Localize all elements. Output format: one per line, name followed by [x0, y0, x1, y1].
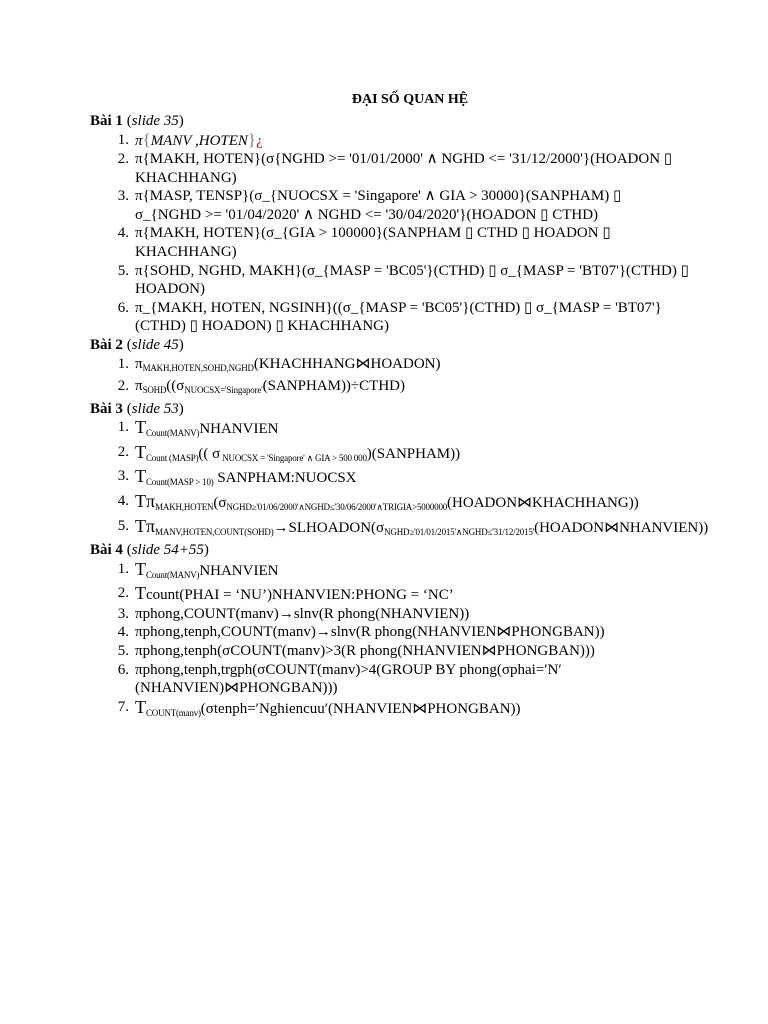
operator: T — [135, 696, 146, 717]
list-item — [90, 377, 690, 400]
operator: T — [135, 558, 146, 579]
item-text: π{MASP, TENSP}(σ_{NUOCSX = 'Singapore' ∧ GIA > 30000}(SANPHAM) ▯ σ_{NGHD >= '01/04/2020' ∧ NGHD <= '30/04/2020'}(HOADON ▯ CTHD) — [135, 188, 622, 223]
item-number: 1. — [117, 131, 129, 148]
list-item — [90, 187, 690, 224]
list-item — [90, 355, 690, 378]
subscript: Count(MASP > 10) — [146, 477, 214, 488]
list-item — [90, 605, 690, 624]
item-text: π_{MAKH, HOTEN, NGSINH}((σ_{MASP = 'BC05'}(CTHD) ▯ σ_{MASP = 'BT07'}(CTHD) ▯ HOADON) ▯ KHACHHANG) — [135, 299, 662, 335]
subscript: Count(MANV) — [146, 428, 200, 439]
operator: T — [135, 441, 146, 462]
slide-ref: slide 35 — [131, 113, 179, 129]
subscript: NUOCSX = 'Singapore' ∧ GIA > 500 000 — [220, 452, 367, 463]
exercise-list — [90, 131, 690, 337]
list-item — [90, 443, 690, 468]
expression: ((σ — [166, 378, 185, 395]
expression: πphong,tenph(σCOUNT(manv)>3(R phong(NHANVIEN⋈PHONGBAN))) — [135, 643, 595, 660]
item-text: π{SOHD, NGHD, MAKH}(σ_{MASP = 'BC05'}(CTHD) ▯ σ_{MASP = 'BT07'}(CTHD) ▯ HOADON) — [135, 262, 689, 298]
item-number: 2. — [117, 378, 129, 395]
section-heading: Bài 3 (slide 53) — [90, 400, 184, 417]
item-number: 5. — [117, 262, 129, 279]
section-label: Bài 1 — [90, 113, 123, 129]
list-item — [90, 642, 690, 661]
item-number: 2. — [117, 151, 129, 168]
expression: (( σ — [198, 445, 221, 462]
operator: π — [135, 355, 143, 372]
list-item — [90, 661, 690, 698]
list-item — [90, 560, 690, 585]
list-item — [90, 262, 690, 299]
section-heading: Bài 1 (slide 35) — [90, 113, 184, 129]
operator: T — [135, 583, 146, 604]
exercise-list — [90, 560, 690, 723]
expression: (σtenph=′Nghiencuu′(NHANVIEN⋈PHONGBAN)) — [200, 700, 521, 717]
document-title: ĐẠI SỐ QUAN HỆ — [351, 92, 469, 107]
expression: →slnv(R phong(NHANVIEN)) — [278, 605, 470, 622]
subscript: COUNT(manv) — [146, 707, 201, 718]
item-number: 2. — [117, 585, 129, 602]
section-bai-3 — [90, 400, 709, 541]
item-text: π{MAKH, HOTEN}(σ{NGHD >= '01/01/2000' ∧ NGHD <= '31/12/2000'}(HOADON ▯ KHACHHANG) — [135, 151, 673, 186]
exercise-list — [90, 355, 690, 400]
expression: πphong,tenph,trgph(σCOUNT(manv)>4(GROUP BY phong(σphai=′N′ (NHANVIEN)⋈PHONGBAN))) — [135, 661, 562, 697]
projection-symbol: π — [135, 132, 143, 149]
list-item — [90, 131, 690, 151]
error-glyph: ¿ — [256, 132, 263, 149]
list-item — [90, 224, 690, 261]
expression: (HOADON⋈NHANVIEN)) — [534, 519, 709, 536]
exercise-list — [90, 417, 709, 541]
list-item — [90, 467, 690, 492]
list-item — [90, 698, 690, 723]
expression: πphong,tenph,COUNT(manv) — [135, 624, 316, 641]
item-number: 1. — [117, 560, 129, 577]
right-brace: } — [247, 129, 257, 149]
list-item — [90, 418, 690, 443]
operator: T — [135, 466, 146, 487]
expression: (HOADON⋈KHACHHANG)) — [447, 495, 639, 511]
list-item — [90, 584, 690, 605]
section-bai-4 — [90, 541, 690, 722]
expression: NHANVIEN — [199, 562, 279, 579]
attribute-list: MANV ,HOTEN — [150, 132, 248, 149]
expression: NHANVIEN — [199, 421, 279, 438]
item-number: 2. — [117, 443, 129, 460]
subscript: Count (MASP) — [146, 452, 199, 463]
item-number: 5. — [117, 517, 129, 534]
expression: (σ — [213, 495, 227, 511]
document-page — [90, 91, 709, 722]
item-number: 1. — [117, 419, 129, 436]
subscript: MANV,HOTEN,COUNT(SOHD) — [155, 526, 274, 537]
item-number: 4. — [117, 624, 129, 641]
left-brace: { — [142, 129, 151, 149]
item-number: 1. — [117, 355, 129, 372]
slide-ref: slide 53 — [131, 400, 179, 417]
section-label: Bài 2 — [90, 337, 123, 354]
subscript: NGHD≥'01/01/2015'∧NGHD≤'31/12/2015' — [384, 526, 535, 537]
expression: SANPHAM:NUOCSX — [213, 470, 357, 487]
list-item — [90, 515, 709, 542]
expression: )(SANPHAM)) — [366, 445, 461, 462]
item-number: 3. — [117, 605, 129, 622]
section-label: Bài 3 — [90, 400, 123, 417]
subscript: MAKH,HOTEN — [155, 502, 214, 512]
item-number: 4. — [117, 493, 129, 509]
item-number: 6. — [117, 299, 129, 316]
section-bai-1 — [90, 112, 690, 336]
expression: (SANPHAM))÷CTHD) — [262, 378, 405, 395]
subscript: NGHD≥'01/06/2000'∧NGHD≤'30/06/2000'∧TRIGIA>5000000 — [226, 502, 448, 512]
expression: count(PHAI = ‘NU’)NHANVIEN:PHONG = ‘NC’ — [146, 587, 454, 604]
slide-ref: slide 54+55 — [131, 542, 204, 559]
item-text: π{MAKH, HOTEN}(σ_{GIA > 100000}(SANPHAM ▯ CTHD ▯ HOADON ▯ KHACHHANG) — [135, 225, 611, 261]
section-label: Bài 4 — [90, 542, 123, 559]
operator: Tπ — [135, 515, 156, 536]
list-item — [90, 150, 690, 187]
list-item — [90, 623, 690, 642]
expression: πphong,COUNT(manv) — [135, 605, 279, 622]
item-number: 6. — [117, 661, 129, 678]
list-item — [90, 299, 690, 336]
item-number: 7. — [117, 698, 129, 715]
operator: T — [135, 417, 146, 438]
subscript: NUOCSX='Singapore' — [184, 385, 263, 396]
subscript: MAKH,HOTEN,SOHD,NGHD — [142, 362, 254, 373]
operator: Tπ — [135, 491, 156, 511]
item-number: 4. — [117, 225, 129, 242]
item-number: 3. — [117, 188, 129, 205]
section-heading: Bài 2 (slide 45) — [90, 337, 184, 354]
expression: →SLHOADON(σ — [273, 519, 385, 536]
item-number: 3. — [117, 468, 129, 485]
item-number: 5. — [117, 643, 129, 660]
slide-ref: slide 45 — [131, 337, 179, 354]
operator: π — [135, 378, 143, 395]
expression: →slnv(R phong(NHANVIEN⋈PHONGBAN)) — [315, 624, 605, 641]
section-bai-2 — [90, 336, 690, 400]
section-heading: Bài 4 (slide 54+55) — [90, 542, 209, 559]
subscript: Count(MANV) — [146, 569, 200, 580]
list-item — [90, 492, 690, 517]
subscript: SOHD — [142, 385, 167, 396]
expression: (KHACHHANG⋈HOADON) — [253, 355, 441, 372]
